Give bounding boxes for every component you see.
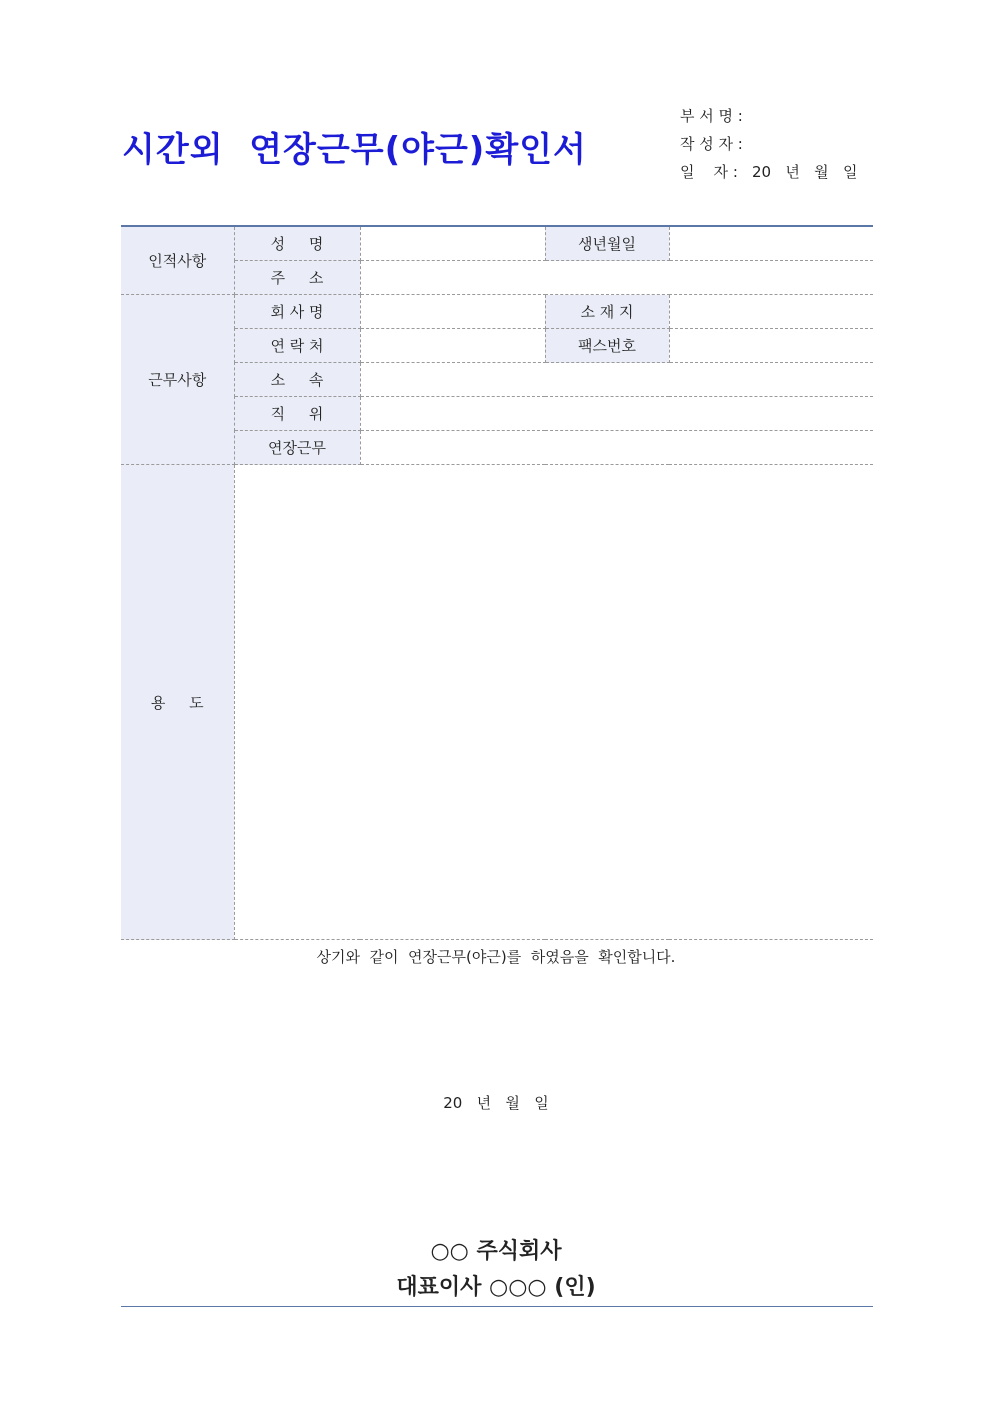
usage-field[interactable] [234, 465, 873, 940]
meta-date-row [680, 158, 857, 186]
confirmation-form [121, 225, 873, 940]
meta-dept-row [680, 102, 857, 130]
address-label: 주 소 [234, 261, 360, 295]
document-title: 시간외 연장근무(야근)확인서 [122, 130, 587, 170]
confirm-statement: 상기와 같이 연장근무(야근)를 하였음을 확인합니다. [316, 948, 676, 966]
form-table [121, 227, 873, 940]
company-label: 회 사 명 [234, 295, 360, 329]
meta-date-label: 일 자 : [680, 163, 738, 181]
meta-dept-label: 부 서 명 : [680, 107, 743, 125]
table-row [121, 363, 873, 397]
name-field[interactable] [360, 227, 545, 261]
section-usage: 용 도 [121, 465, 234, 940]
location-field[interactable] [669, 295, 873, 329]
affiliation-field[interactable] [360, 363, 873, 397]
table-row [121, 431, 873, 465]
position-label: 직 위 [234, 397, 360, 431]
affiliation-label: 소 속 [234, 363, 360, 397]
company-field[interactable] [360, 295, 545, 329]
fax-label: 팩스번호 [545, 329, 669, 363]
table-row [121, 465, 873, 940]
meta-author-label: 작 성 자 : [680, 135, 743, 153]
table-row [121, 261, 873, 295]
table-row [121, 295, 873, 329]
contact-field[interactable] [360, 329, 545, 363]
bottom-rule [121, 1306, 873, 1307]
overtime-field[interactable] [360, 431, 873, 465]
section-personal: 인적사항 [121, 227, 234, 295]
table-row [121, 227, 873, 261]
table-row [121, 397, 873, 431]
overtime-label: 연장근무 [234, 431, 360, 465]
ceo-signature: 대표이사 ○○○ (인) [396, 1275, 596, 1300]
birth-field[interactable] [669, 227, 873, 261]
header-meta [680, 102, 857, 186]
company-name: ○○ 주식회사 [430, 1239, 562, 1264]
birth-label: 생년월일 [545, 227, 669, 261]
section-work: 근무사항 [121, 295, 234, 465]
address-field[interactable] [360, 261, 873, 295]
meta-author-row [680, 130, 857, 158]
contact-label: 연 락 처 [234, 329, 360, 363]
fax-field[interactable] [669, 329, 873, 363]
signature-date: 20 년 월 일 [443, 1094, 549, 1112]
table-row [121, 329, 873, 363]
name-label: 성 명 [234, 227, 360, 261]
location-label: 소 재 지 [545, 295, 669, 329]
meta-date-value: 20 년 월 일 [752, 163, 858, 181]
position-field[interactable] [360, 397, 873, 431]
